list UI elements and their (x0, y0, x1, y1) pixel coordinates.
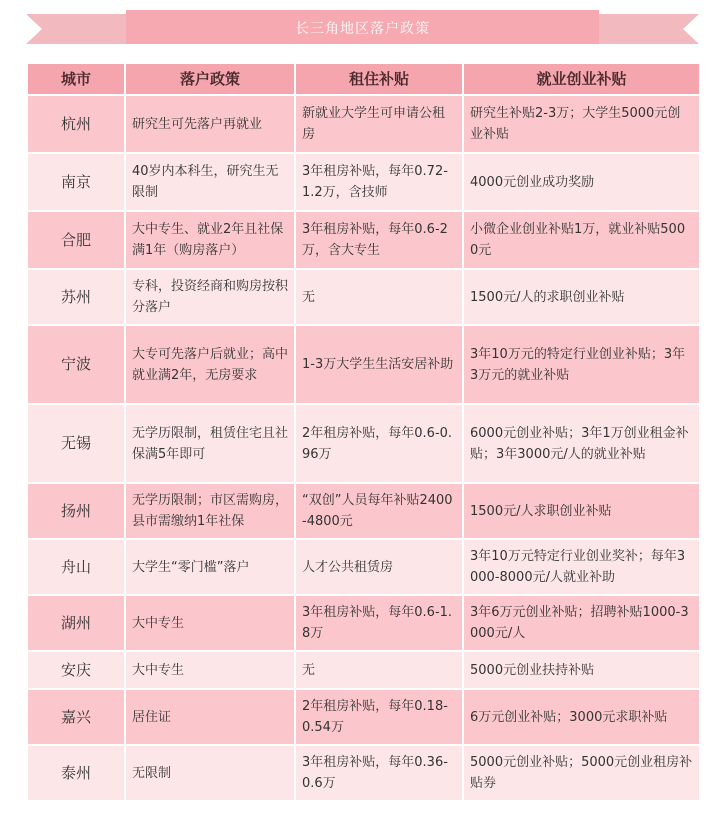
cell-job: 5000元创业扶持补贴 (463, 651, 700, 689)
cell-job: 研究生补贴2-3万；大学生5000元创业补贴 (463, 95, 700, 153)
header-job-subsidy: 就业创业补贴 (463, 63, 700, 95)
cell-rent: 2年租房补贴，每年0.6-0.96万 (295, 404, 463, 483)
cell-rent: 1-3万大学生生活安居补助 (295, 325, 463, 404)
cell-settle: 大中专生 (125, 651, 295, 689)
cell-job: 3年10万元特定行业创业奖补；每年3000-8000元/人就业补助 (463, 539, 700, 595)
cell-city: 舟山 (27, 539, 125, 595)
cell-city: 无锡 (27, 404, 125, 483)
table-row (27, 745, 700, 801)
table-row (27, 269, 700, 325)
cell-job: 5000元创业补贴；5000元创业租房补贴券 (463, 745, 700, 801)
cell-settle: 专科，投资经商和购房按积分落户 (125, 269, 295, 325)
cell-job: 小微企业创业补贴1万，就业补贴5000元 (463, 211, 700, 269)
title-ribbon (26, 10, 699, 48)
cell-city: 扬州 (27, 483, 125, 539)
cell-rent: 新就业大学生可申请公租房 (295, 95, 463, 153)
cell-settle: 大专可先落户后就业；高中就业满2年，无房要求 (125, 325, 295, 404)
cell-rent: 3年租房补贴，每年0.36-0.6万 (295, 745, 463, 801)
cell-rent: 人才公共租赁房 (295, 539, 463, 595)
table-row (27, 689, 700, 745)
cell-city: 安庆 (27, 651, 125, 689)
cell-job: 1500元/人求职创业补贴 (463, 483, 700, 539)
cell-rent: 无 (295, 651, 463, 689)
cell-settle: 研究生可先落户再就业 (125, 95, 295, 153)
table-row (27, 483, 700, 539)
cell-rent: “双创”人员每年补贴2400-4800元 (295, 483, 463, 539)
table-row (27, 595, 700, 651)
cell-settle: 40岁内本科生，研究生无限制 (125, 153, 295, 211)
cell-settle: 无学历限制；市区需购房，县市需缴纳1年社保 (125, 483, 295, 539)
table-row (27, 539, 700, 595)
header-city: 城市 (27, 63, 125, 95)
page-title: 长三角地区落户政策 (295, 21, 430, 37)
table-header-row (27, 63, 700, 95)
cell-job: 3年6万元创业补贴；招聘补贴1000-3000元/人 (463, 595, 700, 651)
cell-city: 嘉兴 (27, 689, 125, 745)
ribbon-right-tail (599, 14, 699, 44)
cell-job: 4000元创业成功奖励 (463, 153, 700, 211)
cell-job: 3年10万元的特定行业创业补贴；3年3万元的就业补贴 (463, 325, 700, 404)
cell-job: 1500元/人的求职创业补贴 (463, 269, 700, 325)
cell-settle: 大中专生 (125, 595, 295, 651)
cell-settle: 无学历限制，租赁住宅且社保满5年即可 (125, 404, 295, 483)
header-settle-policy: 落户政策 (125, 63, 295, 95)
table-row (27, 325, 700, 404)
cell-city: 合肥 (27, 211, 125, 269)
policy-table (26, 62, 701, 802)
cell-city: 湖州 (27, 595, 125, 651)
cell-job: 6万元创业补贴；3000元求职补贴 (463, 689, 700, 745)
cell-rent: 无 (295, 269, 463, 325)
table-row (27, 95, 700, 153)
ribbon-left-tail (26, 14, 126, 44)
cell-settle: 大学生“零门槛”落户 (125, 539, 295, 595)
cell-rent: 3年租房补贴，每年0.6-2万，含大专生 (295, 211, 463, 269)
cell-rent: 3年租房补贴，每年0.72-1.2万，含技师 (295, 153, 463, 211)
table-row (27, 651, 700, 689)
cell-city: 苏州 (27, 269, 125, 325)
table-row (27, 153, 700, 211)
header-rent-subsidy: 租住补贴 (295, 63, 463, 95)
table-row (27, 211, 700, 269)
cell-city: 宁波 (27, 325, 125, 404)
cell-city: 杭州 (27, 95, 125, 153)
cell-job: 6000元创业补贴；3年1万创业租金补贴；3年3000元/人的就业补贴 (463, 404, 700, 483)
cell-rent: 3年租房补贴，每年0.6-1.8万 (295, 595, 463, 651)
cell-settle: 无限制 (125, 745, 295, 801)
cell-city: 南京 (27, 153, 125, 211)
cell-rent: 2年租房补贴，每年0.18-0.54万 (295, 689, 463, 745)
cell-settle: 大中专生、就业2年且社保满1年（购房落户） (125, 211, 295, 269)
cell-settle: 居住证 (125, 689, 295, 745)
table-row (27, 404, 700, 483)
cell-city: 泰州 (27, 745, 125, 801)
